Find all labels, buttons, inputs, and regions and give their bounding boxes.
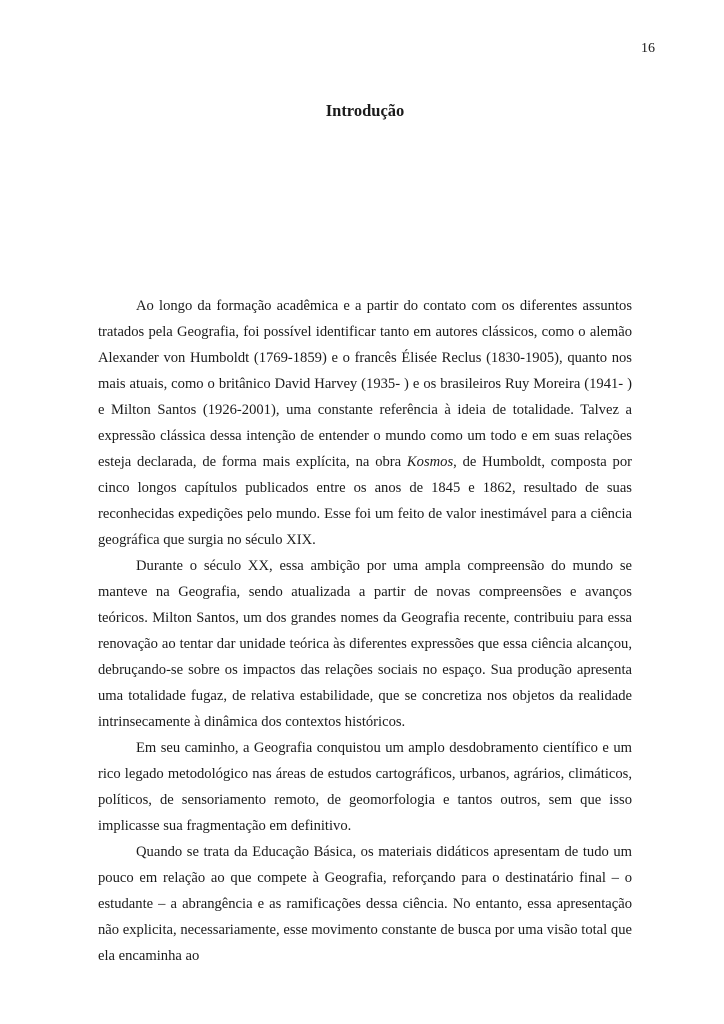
paragraph-2: Durante o século XX, essa ambição por uma ampla compreensão do mundo se manteve na Geografia, sendo atualizada a partir de novas compreensões e avanços teóricos. Milton Santos, um dos grandes nomes da Geografia recente, contribuiu para essa renovação ao tentar dar unidade teórica às diferentes expressões que essa ciência alcançou, debruçando-se sobre os impactos das relações sociais no espaço. Sua produção apresenta uma totalidade fugaz, de relativa estabilidade, que se concretiza nos objetos da realidade intrinsecamente à dinâmica dos contextos históricos.: [98, 558, 632, 730]
page-title: Introdução: [325, 101, 405, 120]
paragraph-1: [98, 293, 632, 553]
page-number: 16: [641, 41, 655, 56]
document-body: [98, 293, 632, 969]
book-title-kosmos: Kosmos: [406, 454, 454, 470]
paragraph-3: Em seu caminho, a Geografia conquistou um amplo desdobramento científico e um rico legado metodológico nas áreas de estudos cartográficos, urbanos, agrários, climáticos, políticos, de sensoriamento remoto, de geomorfologia e tantos outros, sem que isso implicasse sua fragmentação em definitivo.: [98, 740, 632, 834]
paragraph-4: Quando se trata da Educação Básica, os materiais didáticos apresentam de tudo um pouco em relação ao que compete à Geografia, reforçando para o destinatário final – o estudante – a abrangência e as ramificações dessa ciência. No entanto, essa apresentação não explicita, necessariamente, esse movimento constante de busca por uma visão total que ela encaminha ao: [98, 844, 632, 964]
paragraph-1-text-continued: , de Humboldt, composta por cinco longos capítulos publicados entre os anos de 1845 e 1862, resultado de suas reconhecidas expedições pelo mundo. Esse foi um feito de valor inestimável para a ciência geográfica que surgia no século XIX.: [98, 454, 632, 548]
paragraph-1-text: Ao longo da formação acadêmica e a partir do contato com os diferentes assuntos tratados pela Geografia, foi possível identificar tanto em autores clássicos, como o alemão Alexander von Humboldt (1769-1859) e o francês Élisée Reclus (1830-1905), quanto nos mais atuais, como o britânico David Harvey (1935- ) e os brasileiros Ruy Moreira (1941- ) e Milton Santos (1926-2001), uma constante referência à ideia de totalidade. Talvez a expressão clássica dessa intenção de entender o mundo como um todo e em suas relações esteja declarada, de forma mais explícita, na obra: [98, 298, 632, 470]
